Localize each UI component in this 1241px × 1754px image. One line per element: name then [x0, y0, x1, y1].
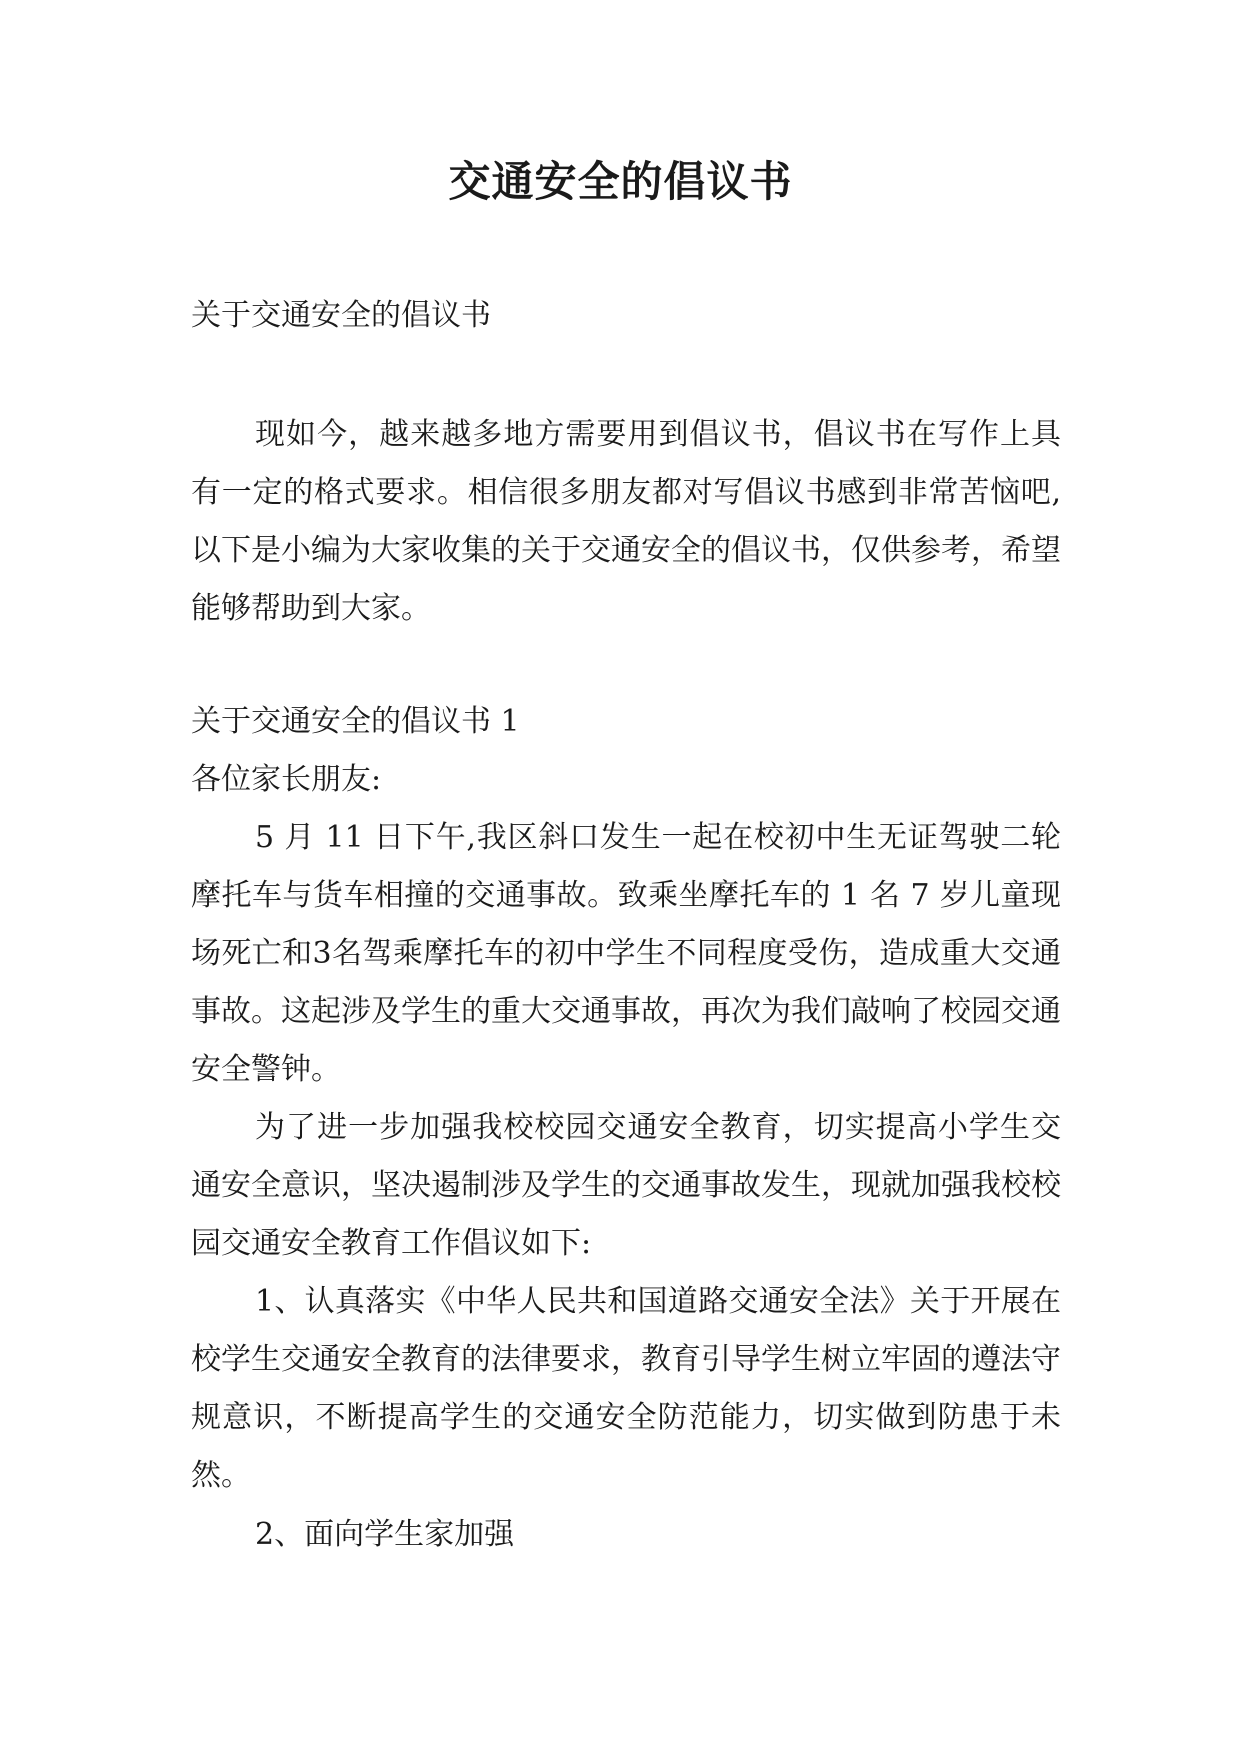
item-2-paragraph: 2、面向学生家加强 — [255, 1517, 515, 1552]
document-title: 交通安全的倡议书 — [448, 157, 793, 206]
document-subtitle: 关于交通安全的倡议书 — [191, 298, 491, 333]
item-1-paragraph: 1、认真落实《中华人民共和国道路交通安全法》关于开展在校学生交通安全教育的法律要求，教育引导学生树立牢固的遵法守规意识，不断提高学生的交通安全防范能力，切实做到防患于未然。 — [191, 1284, 1061, 1493]
greeting-line: 各位家长朋友: — [191, 762, 382, 797]
section-heading: 关于交通安全的倡议书 1 — [191, 704, 520, 739]
purpose-paragraph: 为了进一步加强我校校园交通安全教育，切实提高小学生交通安全意识，坚决遏制涉及学生的交通事故发生，现就加强我校校园交通安全教育工作倡议如下: — [191, 1110, 1061, 1261]
incident-paragraph: 5 月 11 日下午,我区斜口发生一起在校初中生无证驾驶二轮摩托车与货车相撞的交通事故。致乘坐摩托车的 1 名 7 岁儿童现场死亡和3名驾乘摩托车的初中学生不同程度受伤，造成重大交通事故。这起涉及学生的重大交通事故，再次为我们敲响了校园交通安全警钟。 — [191, 820, 1061, 1087]
intro-paragraph: 现如今，越来越多地方需要用到倡议书，倡议书在写作上具有一定的格式要求。相信很多朋友都对写倡议书感到非常苦恼吧,以下是小编为大家收集的关于交通安全的倡议书，仅供参考，希望能够帮助到大家。 — [191, 417, 1061, 626]
